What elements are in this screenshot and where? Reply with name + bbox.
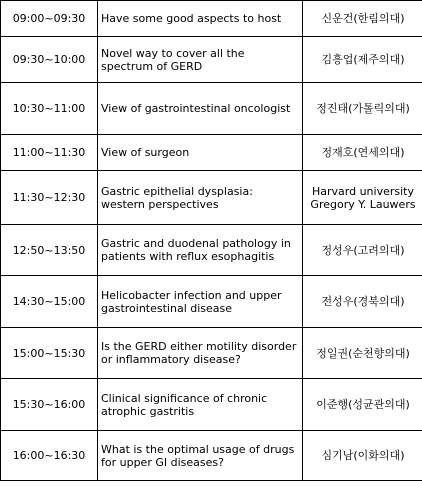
time-cell: 10:30~11:00 [1, 83, 98, 135]
time-cell: 11:00~11:30 [1, 135, 98, 171]
time-cell: 11:30~12:30 [1, 171, 98, 225]
time-cell: 15:00~15:30 [1, 328, 98, 379]
speaker-cell: 심기남(이화의대) [303, 431, 422, 481]
table-row [1, 328, 422, 379]
topic-cell: Clinical significance of chronic atrophic gastritis [98, 379, 303, 431]
time-cell: 09:00~09:30 [1, 1, 98, 37]
table-row [1, 1, 422, 37]
table-row [1, 379, 422, 431]
speaker-cell: Harvard university Gregory Y. Lauwers [303, 171, 422, 225]
speaker-cell: 정재호(연세의대) [303, 135, 422, 171]
time-cell: 09:30~10:00 [1, 37, 98, 83]
time-cell: 12:50~13:50 [1, 225, 98, 276]
speaker-cell: 정일권(순천향의대) [303, 328, 422, 379]
topic-cell: Novel way to cover all the spectrum of GERD [98, 37, 303, 83]
table-row [1, 171, 422, 225]
topic-cell: View of gastrointestinal oncologist [98, 83, 303, 135]
speaker-cell: 정진태(가톨릭의대) [303, 83, 422, 135]
speaker-cell: 이준행(성균관의대) [303, 379, 422, 431]
speaker-cell: 신운건(한림의대) [303, 1, 422, 37]
topic-cell: Gastric and duodenal pathology in patients with reflux esophagitis [98, 225, 303, 276]
topic-cell: Gastric epithelial dysplasia: western perspectives [98, 171, 303, 225]
time-cell: 16:00~16:30 [1, 431, 98, 481]
speaker-cell: 김흥업(제주의대) [303, 37, 422, 83]
table-row [1, 225, 422, 276]
time-cell: 15:30~16:00 [1, 379, 98, 431]
table-row [1, 431, 422, 481]
table-row [1, 276, 422, 328]
speaker-cell: 정성우(고려의대) [303, 225, 422, 276]
topic-cell: Helicobacter infection and upper gastrointestinal disease [98, 276, 303, 328]
table-row [1, 83, 422, 135]
table-row [1, 135, 422, 171]
time-cell: 14:30~15:00 [1, 276, 98, 328]
topic-cell: View of surgeon [98, 135, 303, 171]
topic-cell: Have some good aspects to host [98, 1, 303, 37]
speaker-cell: 전성우(경북의대) [303, 276, 422, 328]
table-row [1, 37, 422, 83]
topic-cell: What is the optimal usage of drugs for upper GI diseases? [98, 431, 303, 481]
topic-cell: Is the GERD either motility disorder or inflammatory disease? [98, 328, 303, 379]
